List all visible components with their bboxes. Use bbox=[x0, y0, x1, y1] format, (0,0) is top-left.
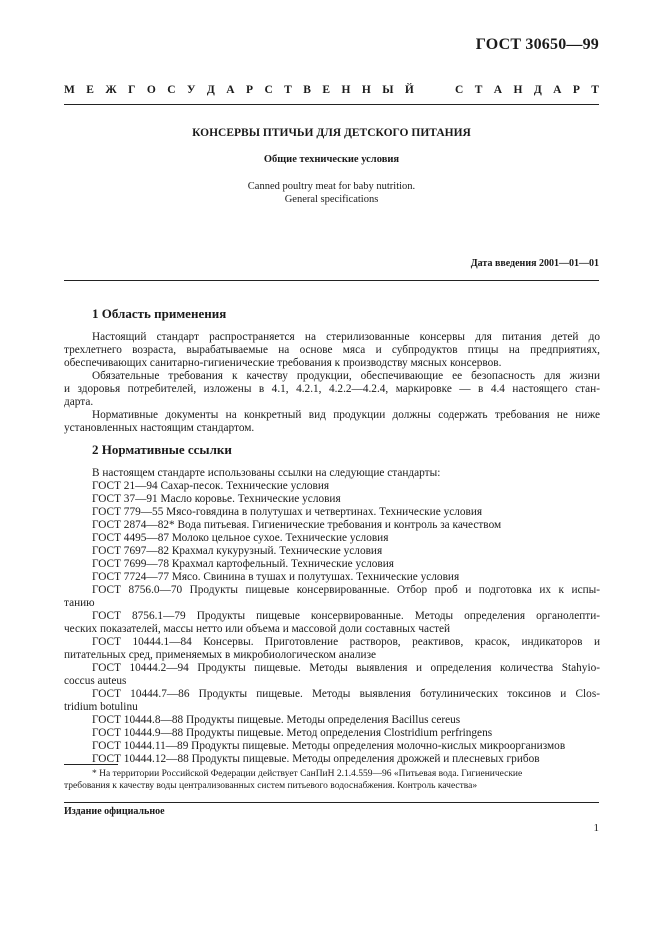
reference-line: питательных сред, применяемых в микробиологическом анализе bbox=[64, 649, 377, 661]
reference-line: ГОСТ 10444.7—86 Продукты пищевые. Методы выявления ботулинических токсинов и Clos- bbox=[92, 688, 600, 700]
banner-letter: Д bbox=[533, 84, 542, 96]
reference-line: ГОСТ 10444.1—84 Консервы. Приготовление растворов, реактивов, красок, индикаторов и bbox=[92, 636, 600, 648]
banner-letter: Н bbox=[513, 84, 523, 96]
reference-line: ГОСТ 10444.11—89 Продукты пищевые. Методы определения молочно-кислых микроорганизмов bbox=[92, 740, 566, 752]
banner-letter: Г bbox=[128, 84, 136, 96]
banner-letter: Е bbox=[86, 84, 94, 96]
text-line: дарта. bbox=[64, 396, 94, 408]
page-number: 1 bbox=[593, 822, 599, 834]
introduction-date: Дата введения 2001—01—01 bbox=[470, 258, 599, 269]
document-title: КОНСЕРВЫ ПТИЧЬИ ДЛЯ ДЕТСКОГО ПИТАНИЯ bbox=[192, 127, 471, 139]
reference-line: tridium botulinu bbox=[64, 701, 138, 713]
banner-letter: Д bbox=[206, 84, 215, 96]
text-line: и здоровья потребителей, изложены в 4.1, 4.2.1, 4.2.2—4.2.4, маркировке — в 4.4 настоящего стан- bbox=[64, 383, 600, 395]
banner-letter: В bbox=[303, 84, 311, 96]
text-line: В настоящем стандарте использованы ссылки на следующие стандарты: bbox=[92, 467, 441, 479]
reference-line: танию bbox=[64, 597, 95, 609]
reference-line: ГОСТ 10444.2—94 Продукты пищевые. Методы выявления и определения количества Stahyio- bbox=[92, 662, 600, 674]
text-line: обеспечивающих санитарно-гигиенические требования к производству мясных консервов. bbox=[64, 357, 502, 369]
banner-letter: Е bbox=[322, 84, 331, 96]
footer-rule bbox=[64, 802, 599, 803]
banner-letter: Ж bbox=[105, 84, 117, 96]
english-title-line-1: Canned poultry meat for baby nutrition. bbox=[247, 181, 416, 192]
banner-letter: Й bbox=[404, 84, 414, 96]
reference-line: ГОСТ 21—94 Сахар-песок. Технические условия bbox=[92, 480, 330, 492]
standard-id: ГОСТ 30650—99 bbox=[475, 36, 599, 53]
reference-line: ГОСТ 10444.9—88 Продукты пищевые. Метод определения Clostridium perfringens bbox=[92, 727, 493, 739]
reference-line: coccus auteus bbox=[64, 675, 127, 687]
banner-word-interstate bbox=[64, 84, 414, 96]
section-2-body bbox=[64, 467, 600, 766]
banner-letter: О bbox=[146, 84, 156, 96]
banner-letter: Т bbox=[284, 84, 292, 96]
header-rule bbox=[64, 104, 599, 105]
banner-letter: Р bbox=[572, 84, 580, 96]
document-subtitle: Общие технические условия bbox=[263, 154, 400, 165]
banner-letter: А bbox=[553, 84, 562, 96]
text-line: Нормативные документы на конкретный вид продукции должны содержать требования не ниже bbox=[92, 409, 600, 421]
english-title bbox=[64, 180, 599, 206]
text-line: установленных настоящим стандартом. bbox=[64, 422, 255, 434]
text-line: Обязательные требования к качеству продукции, обеспечивающие ее безопасность для жизни bbox=[92, 370, 600, 382]
banner-letter: Т bbox=[474, 84, 483, 96]
reference-line: ГОСТ 10444.12—88 Продукты пищевые. Методы определения дрожжей и плесневых грибов bbox=[92, 753, 540, 765]
banner-letter: Н bbox=[361, 84, 371, 96]
banner-letter: Н bbox=[341, 84, 351, 96]
section-1-body bbox=[64, 331, 600, 435]
reference-line: ГОСТ 4495—87 Молоко цельное сухое. Технические условия bbox=[92, 532, 389, 544]
section-1-heading: 1 Область применения bbox=[92, 306, 227, 321]
reference-line: ГОСТ 2874—82* Вода питьевая. Гигиенические требования и контроль за качеством bbox=[92, 519, 502, 531]
reference-line: ГОСТ 8756.1—79 Продукты пищевые консервированные. Методы определения органолепти- bbox=[92, 610, 600, 622]
footnote-line: * На территории Российской Федерации действует СанПиН 2.1.4.559—96 «Питьевая вода. Гигиенические bbox=[92, 769, 523, 779]
section-2-heading: 2 Нормативные ссылки bbox=[92, 442, 232, 457]
reference-line: ГОСТ 37—91 Масло коровье. Технические условия bbox=[92, 493, 341, 505]
banner-letter: Ы bbox=[382, 84, 394, 96]
banner-letter: С bbox=[264, 84, 273, 96]
date-rule bbox=[64, 280, 599, 281]
footnote bbox=[64, 768, 600, 792]
reference-line: ГОСТ 779—55 Мясо-говядина в полутушах и четвертинах. Технические условия bbox=[92, 506, 483, 518]
official-edition-label: Издание официальное bbox=[64, 806, 165, 817]
banner-letter: М bbox=[64, 84, 75, 96]
banner-letter: А bbox=[493, 84, 503, 96]
reference-line: ГОСТ 10444.8—88 Продукты пищевые. Методы определения Bacillus cereus bbox=[92, 714, 461, 726]
reference-line: ГОСТ 7699—78 Крахмал картофельный. Технические условия bbox=[92, 558, 394, 570]
reference-line: ческих показателей, массы нетто или объема и массовой доли составных частей bbox=[64, 623, 451, 635]
english-title-line-2: General specifications bbox=[284, 194, 379, 205]
banner-letter: А bbox=[226, 84, 235, 96]
reference-line: ГОСТ 8756.0—70 Продукты пищевые консервированные. Отбор проб и подготовка их к испы- bbox=[92, 584, 600, 596]
banner-letter: С bbox=[455, 84, 464, 96]
banner-letter: Р bbox=[245, 84, 254, 96]
footnote-line: требования к качеству воды централизованных систем питьевого водоснабжения. Контроль качества» bbox=[64, 781, 478, 791]
banner-letter: У bbox=[187, 84, 196, 96]
banner-letter: Т bbox=[591, 84, 599, 96]
banner-word-standard bbox=[455, 84, 599, 96]
reference-line: ГОСТ 7697—82 Крахмал кукурузный. Технические условия bbox=[92, 545, 383, 557]
banner-letter: С bbox=[167, 84, 176, 96]
reference-line: ГОСТ 7724—77 Мясо. Свинина в тушах и полутушах. Технические условия bbox=[92, 571, 460, 583]
footnote-rule bbox=[64, 764, 118, 765]
text-line: Настоящий стандарт распространяется на стерилизованные консервы для питания детей до bbox=[92, 331, 600, 343]
text-line: трехлетнего возраста, вырабатываемые на основе мяса и субпродуктов птицы на предприятиях, bbox=[64, 344, 600, 356]
standard-type-banner bbox=[64, 84, 599, 96]
